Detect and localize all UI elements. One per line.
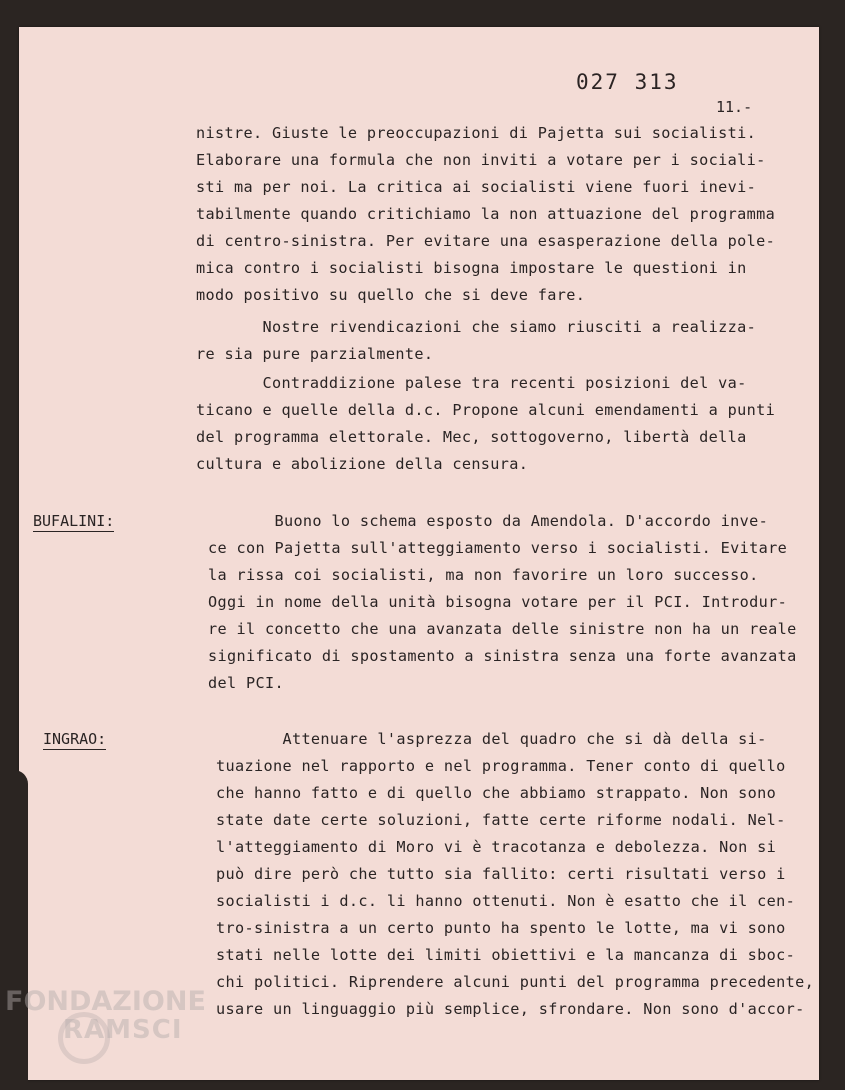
- text-line: del PCI.: [208, 674, 284, 692]
- text-line: ticano e quelle della d.c. Propone alcuni emendamenti a punti: [196, 401, 776, 419]
- watermark-line1: FONDAZIONE: [5, 986, 206, 1017]
- text-line: modo positivo su quello che si deve fare.: [196, 286, 586, 304]
- text-line: cultura e abolizione della censura.: [196, 455, 529, 473]
- text-line: state date certe soluzioni, fatte certe riforme nodali. Nel-: [216, 811, 786, 829]
- watermark-line2: RAMSCI: [63, 1015, 183, 1045]
- text-line: la rissa coi socialisti, ma non favorire un loro successo.: [208, 566, 759, 584]
- text-line: Elaborare una formula che non inviti a votare per i sociali-: [196, 151, 766, 169]
- text-line: nistre. Giuste le preoccupazioni di Pajetta sui socialisti.: [196, 124, 757, 142]
- text-line: stati nelle lotte dei limiti obiettivi e la mancanza di sboc-: [216, 946, 796, 964]
- text-line: sti ma per noi. La critica ai socialisti viene fuori inevi-: [196, 178, 757, 196]
- text-line: può dire però che tutto sia fallito: certi risultati verso i: [216, 865, 786, 883]
- text-line: del programma elettorale. Mec, sottogoverno, libertà della: [196, 428, 747, 446]
- text-line: re il concetto che una avanzata delle sinistre non ha un reale: [208, 620, 797, 638]
- text-line: re sia pure parzialmente.: [196, 345, 434, 363]
- text-line: che hanno fatto e di quello che abbiamo strappato. Non sono: [216, 784, 777, 802]
- text-line: l'atteggiamento di Moro vi è tracotanza e debolezza. Non si: [216, 838, 777, 856]
- speaker-name: INGRAO:: [43, 730, 107, 748]
- text-line: tuazione nel rapporto e nel programma. Tener conto di quello: [216, 757, 786, 775]
- text-line: tabilmente quando critichiamo la non attuazione del programma: [196, 205, 776, 223]
- page-number: 11.-: [716, 98, 753, 116]
- text-line: Buono lo schema esposto da Amendola. D'accordo inve-: [208, 512, 769, 530]
- text-line: Nostre rivendicazioni che siamo riusciti a realizza-: [196, 318, 757, 336]
- text-line: significato di spostamento a sinistra senza una forte avanzata: [208, 647, 797, 665]
- speaker-name: BUFALINI:: [33, 512, 115, 530]
- document-number: 027 313: [576, 70, 679, 94]
- text-line: socialisti i d.c. li hanno ottenuti. Non è esatto che il cen-: [216, 892, 796, 910]
- text-line: mica contro i socialisti bisogna impostare le questioni in: [196, 259, 747, 277]
- text-line: Oggi in nome della unità bisogna votare per il PCI. Introdur-: [208, 593, 788, 611]
- text-line: chi politici. Riprendere alcuni punti del programma precedente,: [216, 973, 815, 991]
- text-line: tro-sinistra a un certo punto ha spento le lotte, ma vi sono: [216, 919, 786, 937]
- watermark: [5, 986, 206, 1045]
- text-line: Attenuare l'asprezza del quadro che si dà della si-: [216, 730, 767, 748]
- text-line: Contraddizione palese tra recenti posizioni del va-: [196, 374, 747, 392]
- text-line: usare un linguaggio più semplice, sfrondare. Non sono d'accor-: [216, 1000, 805, 1018]
- text-line: di centro-sinistra. Per evitare una esasperazione della pole-: [196, 232, 776, 250]
- text-line: ce con Pajetta sull'atteggiamento verso i socialisti. Evitare: [208, 539, 788, 557]
